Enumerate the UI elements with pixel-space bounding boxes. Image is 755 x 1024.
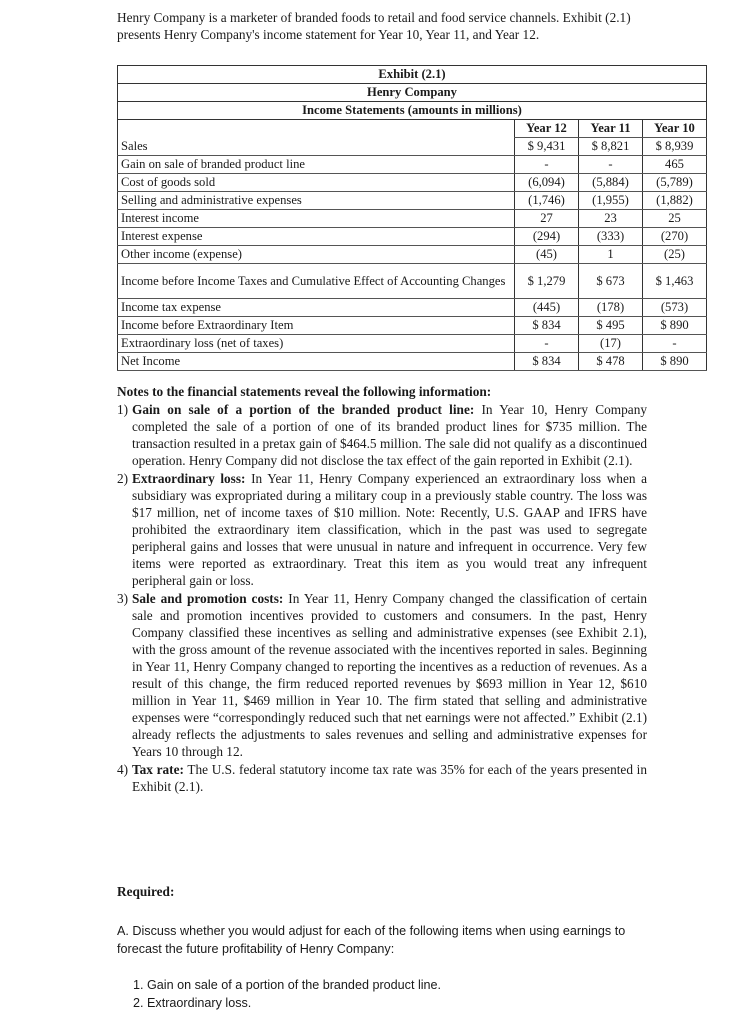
note-text: In Year 10, Henry Company completed the sale of a portion of one of its branded product lines for $735 million. The transaction resulted in a pretax gain of $464.5 million. The sale did not qualify as a discontinued operation. Henry Company did not disclose the tax effect of the gain reported in Exhibit (2.1). [132,402,647,468]
row-value: - [515,335,579,353]
note-heading: Extraordinary loss: [132,471,246,486]
exhibit-company: Henry Company [118,84,707,102]
note-number: 3) [117,591,129,606]
note-item [117,401,647,469]
table-row [118,210,707,228]
note-text: The U.S. federal statutory income tax rate was 35% for each of the years presented in Exhibit (2.1). [132,762,647,794]
intro-paragraph: Henry Company is a marketer of branded foods to retail and food service channels. Exhibit (2.1) presents Henry Company's income statement for Year 10, Year 11, and Year 12. [117,10,631,42]
row-value: $ 890 [643,317,707,335]
table-row [118,335,707,353]
table-row [118,317,707,335]
task-a-item-1: 1. Gain on sale of a portion of the branded product line. [133,978,442,992]
row-value: $ 834 [515,353,579,371]
exhibit-title-row [118,66,707,84]
row-value: $ 673 [579,264,643,299]
table-row [118,174,707,192]
row-label: Net Income [118,353,515,371]
row-value: (1,882) [643,192,707,210]
row-value: $ 1,279 [515,264,579,299]
row-value: (25) [643,246,707,264]
note-number: 4) [117,762,129,777]
row-value: (294) [515,228,579,246]
table-row [118,299,707,317]
note-item [117,470,647,589]
column-header-year-10: Year 10 [643,120,707,138]
table-row [118,246,707,264]
row-value: (1,746) [515,192,579,210]
notes-title: Notes to the financial statements reveal the following information: [117,384,492,399]
column-header-row [118,120,707,138]
row-value: 25 [643,210,707,228]
note-item [117,761,647,795]
row-value: $ 478 [579,353,643,371]
row-value: (445) [515,299,579,317]
row-label: Other income (expense) [118,246,515,264]
table-row [118,353,707,371]
required-heading: Required: [117,884,175,899]
row-value: (5,884) [579,174,643,192]
row-value: $ 834 [515,317,579,335]
task-a-item-2: 2. Extraordinary loss. [133,996,252,1010]
row-label: Interest expense [118,228,515,246]
row-label: Income before Income Taxes and Cumulative Effect of Accounting Changes [118,264,515,299]
row-label: Sales [118,138,515,156]
exhibit-company-row [118,84,707,102]
row-value: (17) [579,335,643,353]
table-row [118,156,707,174]
row-label: Extraordinary loss (net of taxes) [118,335,515,353]
notes-section [117,383,647,795]
row-label: Income tax expense [118,299,515,317]
note-heading: Tax rate: [132,762,184,777]
exhibit-title: Exhibit (2.1) [118,66,707,84]
row-value: $ 1,463 [643,264,707,299]
row-label: Cost of goods sold [118,174,515,192]
row-value: - [643,335,707,353]
note-text: In Year 11, Henry Company changed the classification of certain sale and promotion incentives provided to customers and consumers. In the past, Henry Company classified these incentives as selling and administrative expenses (see Exhibit 2.1), with the gross amount of the revenue associated with the incentives reported in sales. Beginning in Year 11, Henry Company changed to reporting the incentives as a reduction of revenues. As a result of this change, the firm reduced reported revenues by $693 million in Year 12, $610 million in Year 11, $469 million in Year 10. The firm stated that selling and administrative expenses were “correspondingly reduced such that net earnings were not affected.” Exhibit (2.1) already reflects the adjustments to sales revenues and selling and administrative expenses for Years 10 through 12. [132,591,648,759]
task-a-items [133,976,441,1012]
row-value: (5,789) [643,174,707,192]
row-value: 1 [579,246,643,264]
row-value: (270) [643,228,707,246]
row-label: Gain on sale of branded product line [118,156,515,174]
row-value: $ 890 [643,353,707,371]
table-row [118,138,707,156]
row-value: $ 8,821 [579,138,643,156]
row-value: (333) [579,228,643,246]
note-text: In Year 11, Henry Company experienced an extraordinary loss when a subsidiary was expropriated during a military coup in a previously stable country. The loss was $17 million, net of income taxes of $10 million. Note: Recently, U.S. GAAP and IFRS have prohibited the extraordinary item classification, which in the past was used to segregate peripheral gains and losses that were unusual in nature and infrequent in occurrence. Very few items were reported as extraordinary. Treat this item as you would treat any infrequent peripheral gain or loss. [132,471,647,588]
row-value: (45) [515,246,579,264]
note-item [117,590,647,760]
note-number: 1) [117,402,129,417]
column-header-year-12: Year 12 [515,120,579,138]
income-statement-table [117,65,707,371]
row-value: $ 495 [579,317,643,335]
exhibit-subtitle-row [118,102,707,120]
row-value: (178) [579,299,643,317]
note-heading: Sale and promotion costs: [132,591,284,606]
row-value: (573) [643,299,707,317]
row-value: - [515,156,579,174]
row-value: $ 8,939 [643,138,707,156]
row-value: (1,955) [579,192,643,210]
row-value: 27 [515,210,579,228]
note-heading: Gain on sale of a portion of the branded product line: [132,402,475,417]
row-value: 23 [579,210,643,228]
row-value: 465 [643,156,707,174]
table-row [118,192,707,210]
table-row [118,228,707,246]
row-value: - [579,156,643,174]
task-a: A. Discuss whether you would adjust for each of the following items when using earnings to forecast the future profitability of Henry Company: [117,924,626,956]
row-label: Selling and administrative expenses [118,192,515,210]
exhibit-subtitle: Income Statements (amounts in millions) [118,102,707,120]
row-label: Interest income [118,210,515,228]
row-value: (6,094) [515,174,579,192]
row-value: $ 9,431 [515,138,579,156]
note-number: 2) [117,471,129,486]
column-header-year-11: Year 11 [579,120,643,138]
row-label: Income before Extraordinary Item [118,317,515,335]
table-row [118,264,707,299]
